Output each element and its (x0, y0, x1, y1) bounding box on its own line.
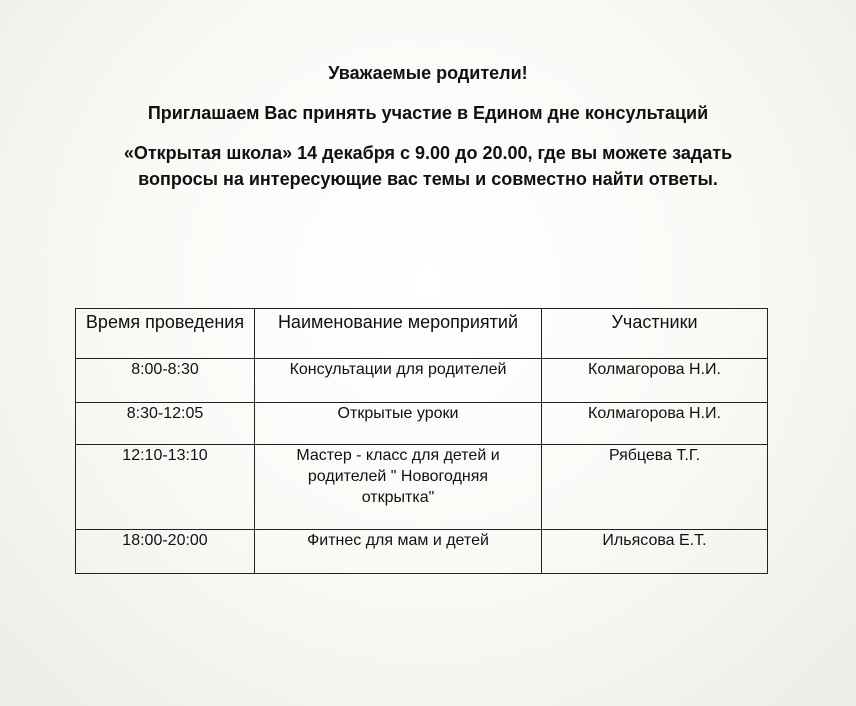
header-participants: Участники (542, 309, 768, 359)
greeting-heading: Уважаемые родители! (328, 63, 528, 83)
cell-event: Открытые уроки (255, 403, 542, 445)
cell-time: 12:10-13:10 (76, 445, 255, 530)
header-time: Время проведения (76, 309, 255, 359)
event-details-text: «Открытая школа» 14 декабря с 9.00 до 20.00, где вы можете задать вопросы на интересующие вас темы и совместно найти ответы. (123, 143, 733, 189)
cell-event: Консультации для родителей (255, 359, 542, 403)
cell-time: 8:30-12:05 (76, 403, 255, 445)
table-row (76, 359, 768, 403)
table-row (76, 403, 768, 445)
header-event: Наименование мероприятий (255, 309, 542, 359)
cell-event: Мастер - класс для детей и родителей " Новогодняя открытка" (255, 445, 542, 530)
cell-participant: Колмагорова Н.И. (542, 403, 768, 445)
invitation-text: Приглашаем Вас принять участие в Едином дне консультаций (147, 103, 709, 123)
schedule-table (75, 308, 768, 574)
table-row (76, 445, 768, 530)
cell-time: 8:00-8:30 (76, 359, 255, 403)
cell-event: Фитнес для мам и детей (255, 530, 542, 574)
table-row (76, 530, 768, 574)
table-header-row (76, 309, 768, 359)
cell-time: 18:00-20:00 (76, 530, 255, 574)
cell-participant: Ильясова Е.Т. (542, 530, 768, 574)
cell-participant: Рябцева Т.Г. (542, 445, 768, 530)
cell-participant: Колмагорова Н.И. (542, 359, 768, 403)
